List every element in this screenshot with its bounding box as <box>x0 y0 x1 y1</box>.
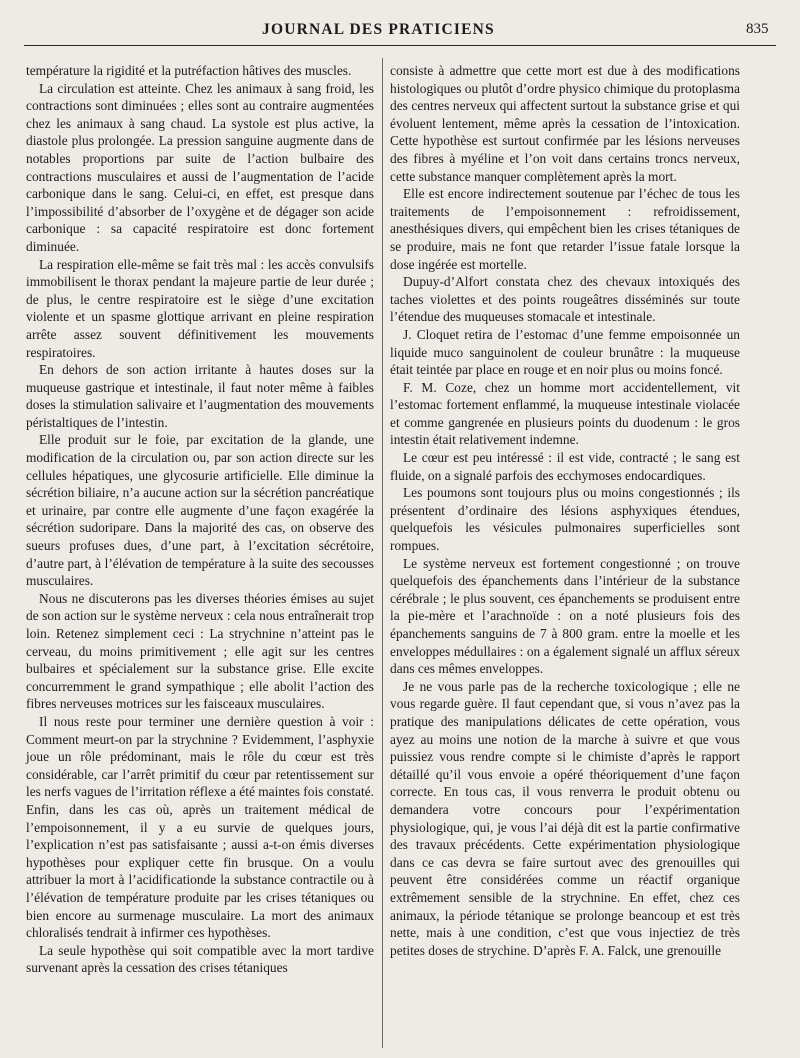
paragraph: température la rigidité et la putréfaction hâtives des muscles. <box>26 63 352 78</box>
paragraph: La seule hypothèse qui soit compatible avec la mort tardive survenant après la cessation des crises tétaniques <box>26 942 374 976</box>
paragraph: Les poumons sont toujours plus ou moins congestionnés ; ils présentent d’ordinaire des lésions asphyxiques étendues, quelquefois les vésicules pulmonaires superficielles sont rompues. <box>390 485 740 554</box>
column-divider <box>382 58 383 1048</box>
paragraph: Je ne vous parle pas de la recherche toxicologique ; elle ne vous regarde guère. Il faut cependant que, si vous n’avez pas la pratique des manipulations délicates de cette opération, vous ayez au moins une notion de la marche à suivre et que vous puissiez vous rendre compte si le chimiste d’après le rapport détaillé qu’il vous envoie a opéré théoriquement d’une façon correcte. En tous cas, il vous renverra le produit obtenu ou demandera votre concours pour l’expérimentation physiologique, qui, je vous l’ai déjà dit est la partie confirmative des travaux précédents. Cette expérimentation physiologique dans ce cas devra se faire surtout avec des grenouilles qui peuvent être considérées comme un réactif organique extrêmement sensible de la strychnine. En effet, chez ces animaux, la période tétanique se prolonge beancoup et est très nette, mais à une condition, c’est que vous injectiez de très petites doses de strychine. D’après F. A. Falck, une grenouille <box>390 678 740 958</box>
header-rule <box>24 45 776 46</box>
paragraph: Elle produit sur le foie, par excitation de la glande, une modification de la circulation ou, par son action directe sur les cellules hépatiques, une glycosurie artificielle. Elle diminue la sécrétion biliaire, n’a aucune action sur la sécrétion pancréatique et urinaire, par contre elle augmente d’une façon exagérée la sécrétion sudoripare. Dans la majorité des cas, on observe des sueurs profuses dues, d’une part, à l’excitation sécrétoire, d’autre part, à l’élévation de température à la suite des secousses musculaires. <box>26 432 374 589</box>
paragraph: Nous ne discuterons pas les diverses théories émises au sujet de son action sur le système nerveux : cela nous entraînerait trop loin. Retenez simplement ceci : La strychnine n’atteint pas le cerveau, du moins primitivement ; elle agit sur les centres bulbaires et spécialement sur la substance grise. Elle excite concurremment le grand sympathique ; elle abolit l’action des fibres nerveuses motrices sur les faisceaux musculaires. <box>26 590 374 712</box>
journal-title: JOURNAL DES PRATICIENS <box>262 21 495 38</box>
paragraph: consiste à admettre que cette mort est due à des modifications histologiques ou plutôt d’ordre physico chimique du protoplasma des centres nerveux qui affectent surtout la substance grise et qui évoluent lentement, même après la cessation de l’intoxication. Cette hypothèse est surtout confirmée par les lésions nerveuses des fibres à myéline et l’on voit dans certains troncs nerveux, cette substance manquer complètement après la mort. <box>390 63 740 184</box>
right-column <box>390 62 740 959</box>
left-column <box>26 62 374 977</box>
paragraph: Elle est encore indirectement soutenue par l’échec de tous les traitements de l’empoisonnement : refroidissement, anesthésiques divers, qui empêchent bien les crises tétaniques de se produire, mais ne font que retarder l’issue fatale lorsque la dose ingérée est mortelle. <box>390 186 740 272</box>
paragraph: F. M. Coze, chez un homme mort accidentellement, vit l’estomac fortement enflammé, la muqueuse intestinale violacée et comme gangrenée en plusieurs points du duodenum : le gros intestin était relativement indemne. <box>390 379 740 448</box>
paragraph: La respiration elle-même se fait très mal : les accès convulsifs immobilisent le thorax pendant la majeure partie de leur durée ; de plus, le centre respiratoire est le siège d’une excitation violente et un spasme glottique arrivant en pleine respiration arrête assez souvent définitivement les mouvements respiratoires. <box>26 256 374 360</box>
paragraph: Le cœur est peu intéressé : il est vide, contracté ; le sang est fluide, on a signalé parfois des ecchymoses endocardiques. <box>390 450 740 483</box>
paragraph: Le système nerveux est fortement congestionné ; on trouve quelquefois des épanchements dans l’intérieur de la substance cérébrale ; le plus souvent, ces épanchements se produisent entre la pie-mère et l’arachnoïde : on a noté plusieurs fois des épanchements sanguins de 7 à 800 gram. entre la moelle et les enveloppes médullaires : on a également signalé un afflux séreux dans ces mêmes enveloppes. <box>390 555 740 677</box>
page-number: 835 <box>746 21 769 37</box>
paragraph: J. Cloquet retira de l’estomac d’une femme empoisonnée un liquide muco sanguinolent de couleur brunâtre : la muqueuse était teintée par place en rouge et en noir plus ou moins foncé. <box>390 326 740 378</box>
paragraph: Il nous reste pour terminer une dernière question à voir : Comment meurt-on par la strychnine ? Evidemment, l’asphyxie joue un rôle prédominant, mais le rôle du cœur est très considérable, car l’arrêt primitif du cœur par retentissement sur les nerfs vagues de l’irritation réflexe a été maintes fois constaté. Enfin, dans les cas où, après un traitement médical de l’empoisonnement, il y a eu survie de quelques jours, l’explication n’est pas satisfaisante ; aussi a-t-on émis diverses hypothèses pour expliquer cette fin brusque. On a voulu attribuer la mort à l’acidificationde la substance contractile ou à l’élévation de température produite par les crises tétaniques ou bien encore au surmenage musculaire. La mort des animaux chloralisés tendrait à infirmer ces hypothèses. <box>26 713 374 941</box>
running-header <box>0 21 800 43</box>
paragraph: La circulation est atteinte. Chez les animaux à sang froid, les contractions sont diminuées ; elles sont au contraire augmentées chez les animaux à sang chaud. La systole est plus active, la diastole plus prolongée. La pression sanguine augmente dans de notables proportions par suite de l’action bulbaire des contractions musculaires et aussi de l’augmentation de l’acide carbonique dans le sang. Celui-ci, en effet, est presque dans l’impossibilité d’absorber de l’oxygène et de dégager son acide carbonique : sa capacité respiratoire est donc fortement diminuée. <box>26 80 374 254</box>
paragraph: Dupuy-d’Alfort constata chez des chevaux intoxiqués des taches violettes et des points rougeâtres disséminés sur toute l’étendue des muqueuses stomacale et intestinale. <box>390 274 740 325</box>
paragraph: En dehors de son action irritante à hautes doses sur la muqueuse gastrique et intestinale, il faut noter même à faibles doses la stimulation salivaire et l’augmentation des mouvements péristaltiques de l’intestin. <box>26 362 374 430</box>
